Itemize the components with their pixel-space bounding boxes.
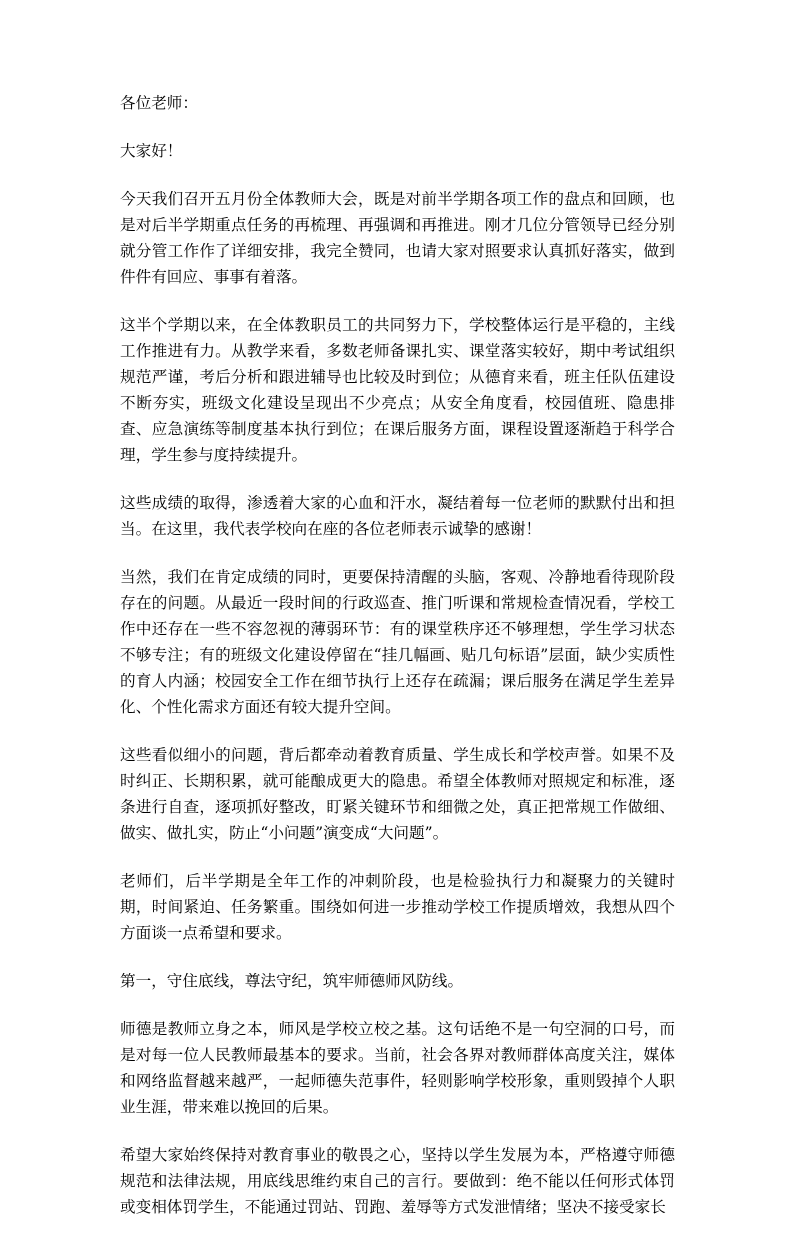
paragraph-6: 老师们，后半学期是全年工作的冲刺阶段，也是检验执行力和凝聚力的关键时期，时间紧迫、任务繁重。围绕如何进一步推动学校工作提质增效，我想从四个方面谈一点希望和要求。 <box>120 872 675 942</box>
paragraph-7: 师德是教师立身之本，师风是学校立校之基。这句话绝不是一句空洞的口号，而是对每一位人民教师最基本的要求。当前，社会各界对教师群体高度关注，媒体和网络监督越来越严，一起师德失范事件，轻则影响学校形象，重则毁掉个人职业生涯，带来难以挽回的后果。 <box>120 1020 675 1116</box>
section-heading-1: 第一，守住底线，尊法守纪，筑牢师德师风防线。 <box>120 972 464 990</box>
greeting: 大家好！ <box>120 142 183 160</box>
paragraph-5: 这些看似细小的问题，背后都牵动着教育质量、学生成长和学校声誉。如果不及时纠正、长期积累，就可能酿成更大的隐患。希望全体教师对照规定和标准，逐条进行自查，逐项抓好整改，盯紧关键环节和细微之处，真正把常规工作做细、做实、做扎实，防止“小问题”演变成“大问题”。 <box>120 746 675 842</box>
paragraph-1: 今天我们召开五月份全体教师大会，既是对前半学期各项工作的盘点和回顾，也是对后半学期重点任务的再梳理、再强调和再推进。刚才几位分管领导已经分别就分管工作作了详细安排，我完全赞同，也请大家对照要求认真抓好落实，做到件件有回应、事事有着落。 <box>120 190 675 286</box>
paragraph-2: 这半个学期以来，在全体教职员工的共同努力下，学校整体运行是平稳的，主线工作推进有力。从教学来看，多数老师备课扎实、课堂落实较好，期中考试组织规范严谨，考后分析和跟进辅导也比较及时到位；从德育来看，班主任队伍建设不断夯实，班级文化建设呈现出不少亮点；从安全角度看，校园值班、隐患排查、应急演练等制度基本执行到位；在课后服务方面，课程设置逐渐趋于科学合理，学生参与度持续提升。 <box>120 316 675 464</box>
document-page <box>120 90 675 1242</box>
paragraph-4: 当然，我们在肯定成绩的同时，更要保持清醒的头脑，客观、冷静地看待现阶段存在的问题。从最近一段时间的行政巡查、推门听课和常规检查情况看，学校工作中还存在一些不容忽视的薄弱环节：有的课堂秩序还不够理想，学生学习状态不够专注；有的班级文化建设停留在“挂几幅画、贴几句标语”层面，缺少实质性的育人内涵；校园安全工作在细节执行上还存在疏漏；课后服务在满足学生差异化、个性化需求方面还有较大提升空间。 <box>120 568 675 716</box>
salutation: 各位老师： <box>120 94 198 112</box>
paragraph-8: 希望大家始终保持对教育事业的敬畏之心，坚持以学生发展为本，严格遵守师德规范和法律法规，用底线思维约束自己的言行。要做到：绝不能以任何形式体罚或变相体罚学生，不能通过罚站、罚跑、羞辱等方式发泄情绪；坚决不接受家长 <box>120 1146 675 1216</box>
paragraph-3: 这些成绩的取得，渗透着大家的心血和汗水，凝结着每一位老师的默默付出和担当。在这里，我代表学校向在座的各位老师表示诚挚的感谢！ <box>120 494 675 538</box>
